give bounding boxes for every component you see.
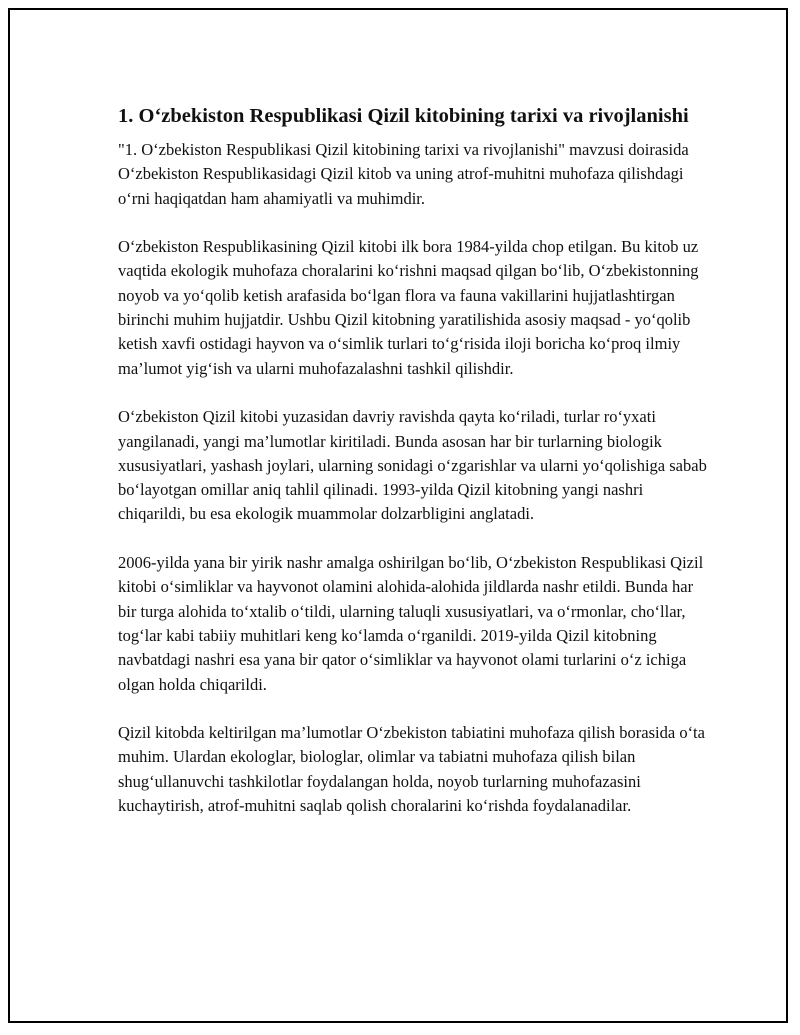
paragraph-revisions: O‘zbekiston Qizil kitobi yuzasidan davriy ravishda qayta ko‘riladi, turlar ro‘yxati yangilanadi, yangi ma’lumotlar kiritiladi. Bunda asosan har bir turlarning biologik xususiyatlari, yashash joylari, ularning sonidagi o‘zgarishlar va ularni yo‘qolishiga sabab bo‘layotgan omillar aniq tahlil qilinadi. 1993-yilda Qizil kitobning yangi nashri chiqarildi, bu esa ekologik muammolar dolzarbligini anglatadi.	[118, 407, 707, 524]
paragraph-importance: Qizil kitobda keltirilgan ma’lumotlar O‘zbekiston tabiatini muhofaza qilish borasida o‘ta muhim. Ulardan ekologlar, biologlar, olimlar va tabiatni muhofaza qilish bilan shug‘ullanuvchi tashkilotlar foydalangan holda, noyob turlarning muhofazasini kuchaytirish, atrof-muhitni saqlab qolish choralarini ko‘rishda foydalanadilar.	[118, 723, 705, 816]
document-title: 1. O‘zbekiston Respublikasi Qizil kitobining tarixi va rivojlanishi	[118, 105, 689, 127]
paragraph-intro: "1. O‘zbekiston Respublikasi Qizil kitobining tarixi va rivojlanishi" mavzusi doirasida O‘zbekiston Respublikasidagi Qizil kitob va uning atrof-muhitni muhofaza qilishdagi o‘rni haqiqatdan ham ahamiyatli va muhimdir.	[118, 140, 689, 208]
document-body	[118, 103, 708, 843]
paragraph-later-editions: 2006-yilda yana bir yirik nashr amalga oshirilgan bo‘lib, O‘zbekiston Respublikasi Qizil kitobi o‘simliklar va hayvonot olamini alohida-alohida jildlarda nashr etildi. Bunda har bir turga alohida to‘xtalib o‘tildi, ularning taluqli xususiyatlari, va o‘rmonlar, cho‘llar, tog‘lar kabi tabiiy muhitlari keng ko‘lamda o‘rganildi. 2019-yilda Qizil kitobning navbatdagi nashri esa yana bir qator o‘simliklar va hayvonot olami turlarini o‘z ichiga olgan holda chiqarildi.	[118, 553, 704, 694]
paragraph-first-edition: O‘zbekiston Respublikasining Qizil kitobi ilk bora 1984-yilda chop etilgan. Bu kitob uz vaqtida ekologik muhofaza choralarini ko‘rishni maqsad qilgan bo‘lib, O‘zbekistonning noyob va yo‘qolib ketish arafasida bo‘lgan flora va fauna vakillarini hujjatlashtirgan birinchi muhim hujjatdir. Ushbu Qizil kitobning yaratilishida asosiy maqsad - yo‘qolib ketish xavfi ostidagi hayvon va o‘simlik turlari to‘g‘risida iloji boricha ko‘proq ilmiy ma’lumot yig‘ish va ularni muhofazalashni tashkil qilishdir.	[118, 237, 699, 378]
page-frame	[8, 8, 788, 1023]
